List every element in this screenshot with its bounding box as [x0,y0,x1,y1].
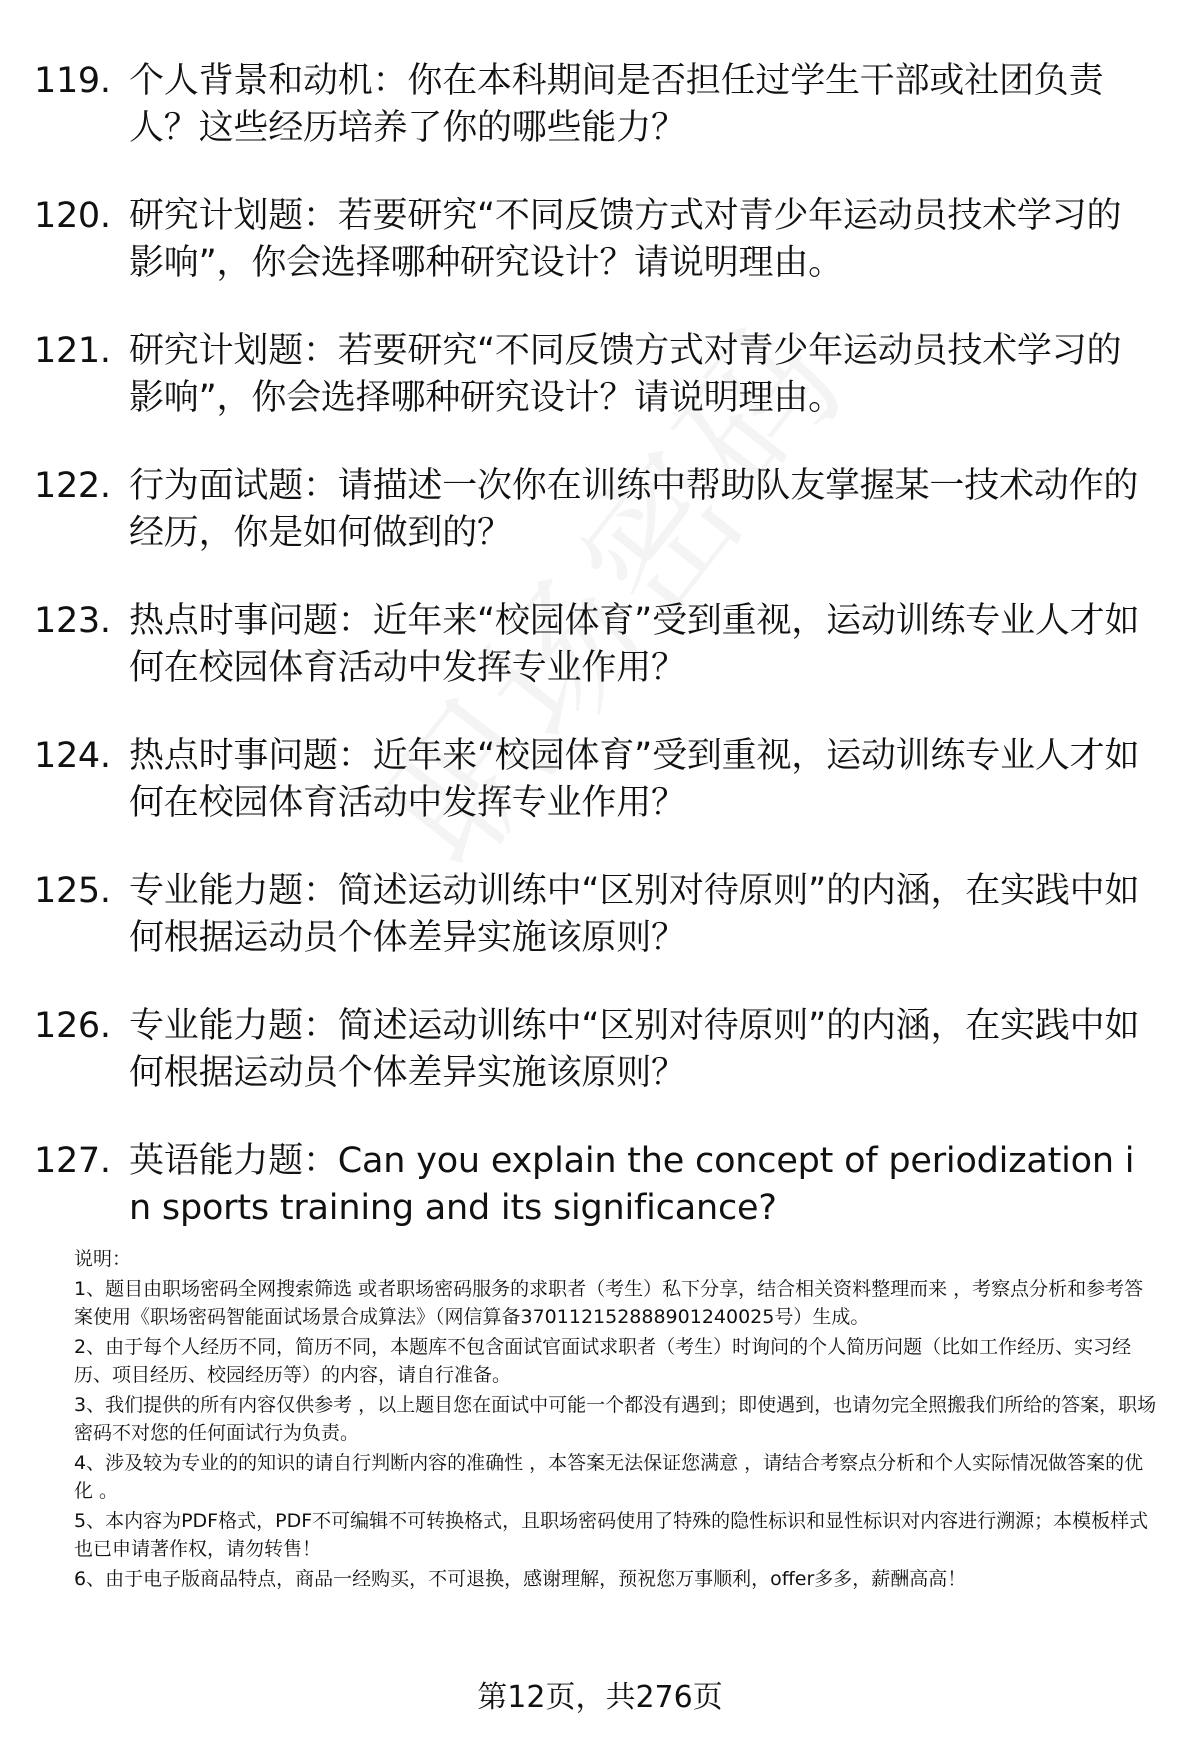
notes-title: 说明： [74,1248,132,1270]
question-item [34,193,1144,287]
question-number: 121. [34,331,111,371]
question-number: 122. [34,466,111,506]
question-number: 125. [34,871,111,911]
note-item: 1、题目由职场密码全网搜索筛选 或者职场密码服务的求职者（考生）私下分享，结合相关资料整理而来 ，考察点分析和参考答案使用《职场密码智能面试场景合成算法》（网信算备370112152888901240025号）生成。 [74,1278,1144,1328]
question-number: 127. [34,1141,111,1181]
question-item [34,463,1144,557]
note-item: 6、由于电子版商品特点，商品一经购买，不可退换，感谢理解，预祝您万事顺利，offer多多，薪酬高高！ [74,1568,967,1590]
question-number: 124. [34,736,111,776]
question-text: 研究计划题：若要研究“不同反馈方式对青少年运动员技术学习的影响”，你会选择哪种研究设计？请说明理由。 [129,331,1122,418]
question-text: 专业能力题：简述运动训练中“区别对待原则”的内涵，在实践中如何根据运动员个体差异实施该原则？ [129,871,1140,958]
question-text: 热点时事问题：近年来“校园体育”受到重视，运动训练专业人才如何在校园体育活动中发挥专业作用？ [129,601,1140,688]
question-item [34,1003,1144,1097]
question-number: 120. [34,196,111,236]
question-list [34,58,1144,1273]
question-item [34,1138,1144,1232]
question-number: 123. [34,601,111,641]
note-item: 2、由于每个人经历不同，简历不同，本题库不包含面试官面试求职者（考生）时询问的个人简历问题（比如工作经历、实习经历、项目经历、校园经历等）的内容，请自行准备。 [74,1336,1132,1386]
question-item [34,58,1144,152]
question-text: 专业能力题：简述运动训练中“区别对待原则”的内涵，在实践中如何根据运动员个体差异实施该原则？ [129,1006,1140,1093]
question-text: 研究计划题：若要研究“不同反馈方式对青少年运动员技术学习的影响”，你会选择哪种研究设计？请说明理由。 [129,196,1122,283]
note-item: 4、涉及较为专业的的知识的请自行判断内容的准确性 ，本答案无法保证您满意 ，请结合考察点分析和个人实际情况做答案的优化 。 [74,1452,1144,1502]
question-number: 119. [34,61,111,101]
question-text: 英语能力题：Can you explain the concept of periodization in sports training and its significance? [129,1141,1135,1228]
question-text: 行为面试题：请描述一次你在训练中帮助队友掌握某一技术动作的经历，你是如何做到的？ [129,466,1139,553]
question-item [34,328,1144,422]
note-item: 5、本内容为PDF格式，PDF不可编辑不可转换格式，且职场密码使用了特殊的隐性标识和显性标识对内容进行溯源；本模板样式也已申请著作权，请勿转售！ [74,1510,1149,1560]
question-item [34,868,1144,962]
question-number: 126. [34,1006,111,1046]
question-text: 热点时事问题：近年来“校园体育”受到重视，运动训练专业人才如何在校园体育活动中发挥专业作用？ [129,736,1140,823]
question-item [34,598,1144,692]
note-item: 3、我们提供的所有内容仅供参考 ，以上题目您在面试中可能一个都没有遇到；即使遇到，也请勿完全照搬我们所给的答案，职场密码不对您的任何面试行为负责。 [74,1394,1157,1444]
question-item [34,733,1144,827]
notes-section [74,1245,1159,1595]
question-text: 个人背景和动机：你在本科期间是否担任过学生干部或社团负责人？这些经历培养了你的哪些能力？ [129,61,1104,148]
page-footer: 第12页，共276页 [477,1680,723,1715]
